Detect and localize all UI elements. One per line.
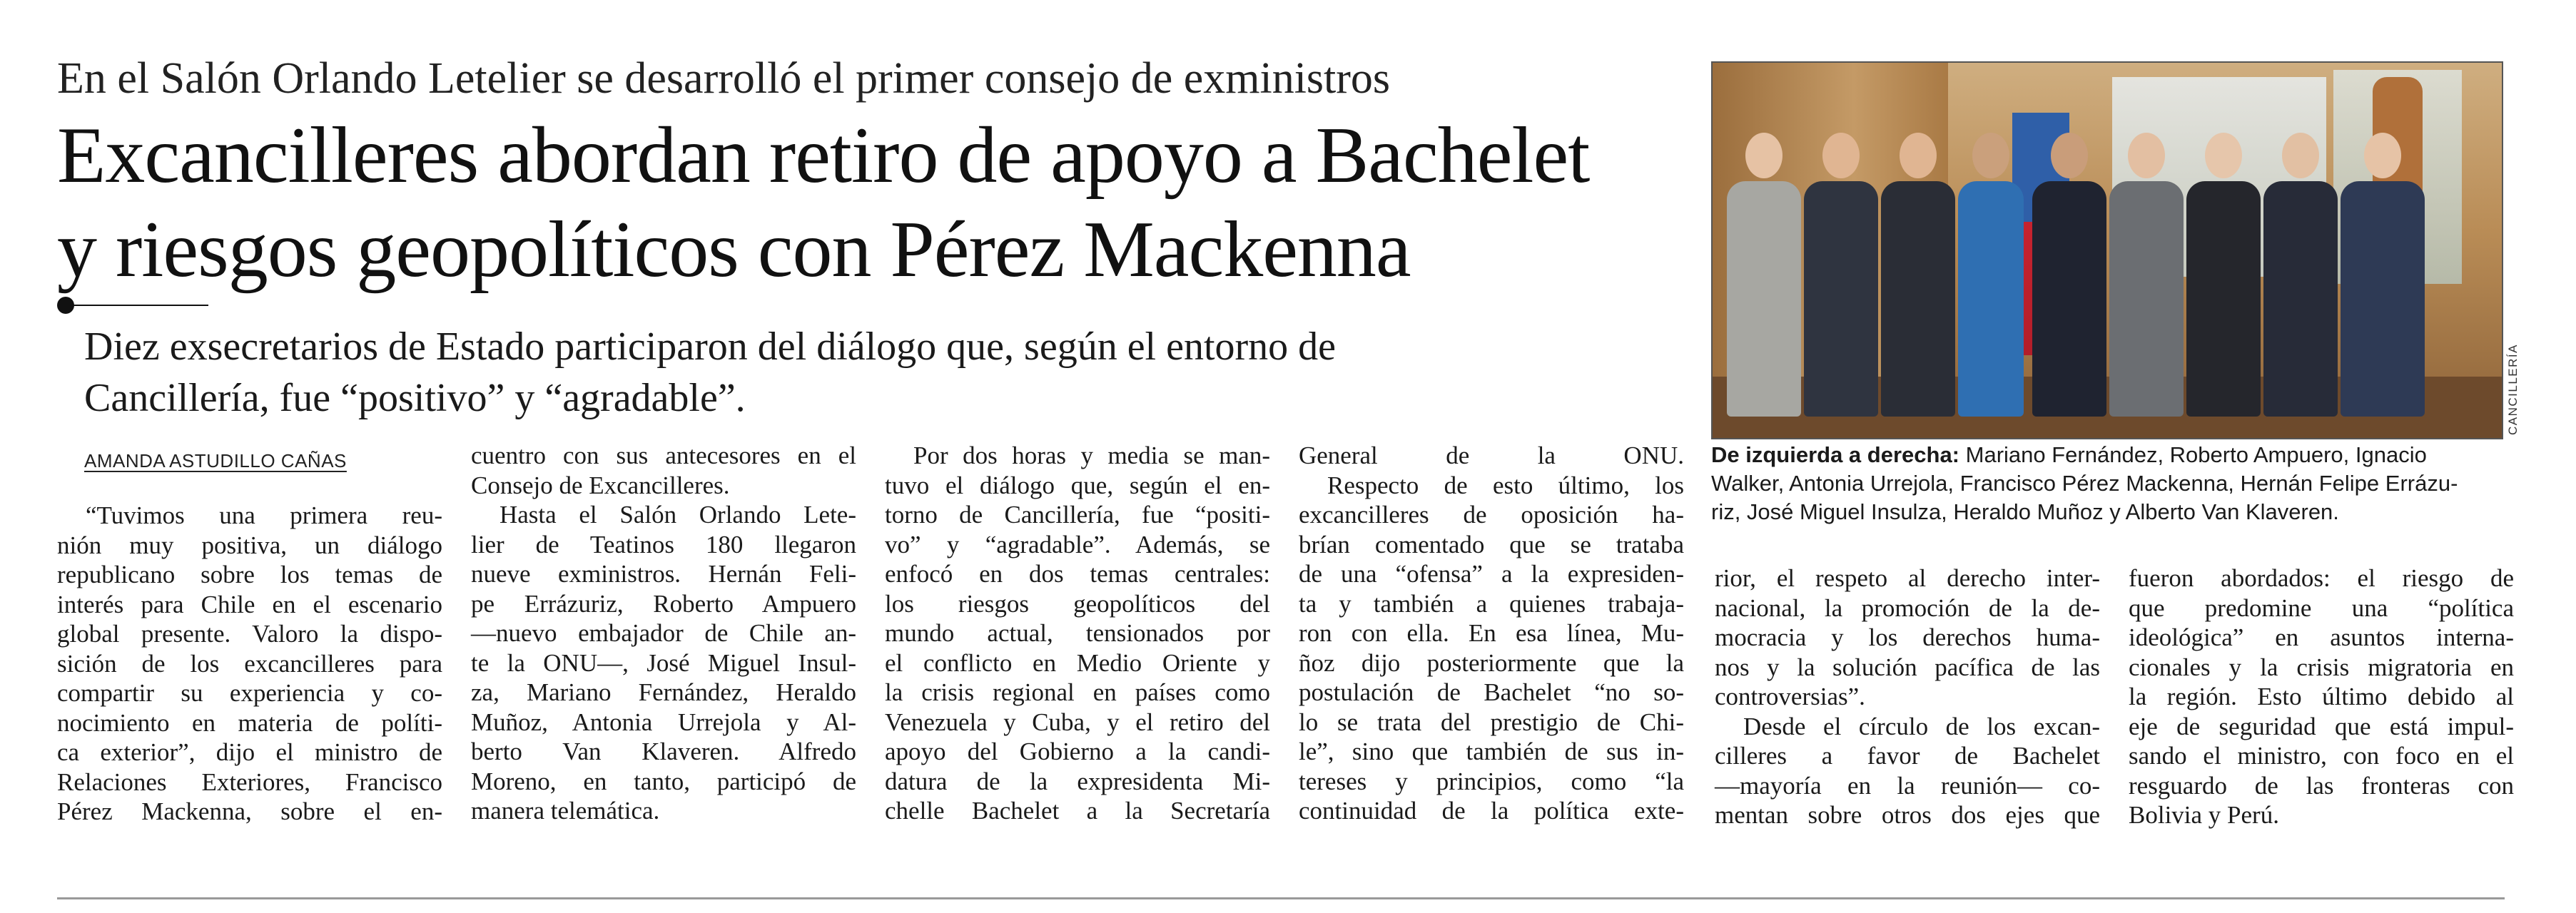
- body-column-6: [2129, 563, 2514, 830]
- body-column-2: [471, 441, 856, 826]
- text-line: republicano sobre los temas de: [57, 561, 442, 588]
- photo-person-7: [2186, 133, 2261, 417]
- text-line: nión muy positiva, un diálogo: [57, 531, 442, 559]
- deck-line-1: Diez exsecretarios de Estado participaron del diálogo que, según el entorno de: [84, 325, 1337, 369]
- text-line: torno de Cancillería, fue “positi-: [885, 501, 1270, 529]
- caption-line-1: [1711, 441, 2503, 469]
- photo-person-3: [1881, 133, 1955, 417]
- text-line: vo” y “agradable”. Además, se: [885, 530, 1270, 558]
- photo-person-8: [2263, 133, 2338, 417]
- text-line: sición de los excancilleres para: [57, 649, 442, 678]
- text-line: que predomine una “política: [2129, 593, 2514, 622]
- text-line: berto Van Klaveren. Alfredo: [471, 738, 856, 765]
- bottom-rule: [57, 897, 2505, 899]
- text-line: nos y la solución pacífica de las: [1715, 653, 2100, 681]
- headline-line-2: y riesgos geopolíticos con Pérez Mackenna: [57, 205, 1411, 294]
- article-kicker: En el Salón Orlando Letelier se desarrolló el primer consejo de exministros: [57, 54, 1391, 103]
- text-line: datura de la expresidenta Mi-: [885, 767, 1270, 795]
- text-line: Moreno, en tanto, participó de: [471, 767, 856, 795]
- body-column-5: [1715, 563, 2100, 830]
- text-line: nocimiento en materia de políti-: [57, 708, 442, 737]
- caption-line-3: riz, José Miguel Insulza, Heraldo Muñoz y Alberto Van Klaveren.: [1711, 499, 2339, 524]
- text-line: la región. Esto último debido al: [2129, 683, 2514, 710]
- text-line: ideológica” en asuntos interna-: [2129, 623, 2514, 651]
- text-line: nacional, la promoción de la de-: [1715, 593, 2100, 622]
- text-line: sando el ministro, con foco en el: [2129, 742, 2514, 770]
- text-line: compartir su experiencia y co-: [57, 679, 442, 707]
- text-line: Hasta el Salón Orlando Lete-: [500, 501, 856, 529]
- text-line: ñoz dijo posteriormente que la: [1299, 648, 1684, 677]
- text-line: continuidad de la política exte-: [1299, 797, 1684, 825]
- headline-line-1: Excancilleres abordan retiro de apoyo a Bachelet: [57, 111, 1590, 200]
- text-line: lo se trata del prestigio de Chi-: [1299, 708, 1684, 736]
- text-line: lier de Teatinos 180 llegaron: [471, 530, 856, 558]
- text-line: mundo actual, tensionados por: [885, 619, 1270, 647]
- group-photo: [1711, 61, 2503, 439]
- text-line: nueve exministros. Hernán Feli-: [471, 560, 856, 588]
- body-column-1: [57, 501, 442, 827]
- text-line: Venezuela y Cuba, y el retiro del: [885, 708, 1270, 736]
- text-line: —nuevo embajador de Chile an-: [471, 619, 856, 647]
- photo-caption: [1711, 441, 2503, 526]
- text-line: de una “ofensa” a la expresiden-: [1299, 560, 1684, 588]
- text-line: el conflicto en Medio Oriente y: [885, 648, 1270, 677]
- text-line: Bolivia y Perú.: [2129, 801, 2279, 829]
- text-line: ca exterior”, dijo el ministro de: [57, 738, 442, 766]
- text-line: postulación de Bachelet “no so-: [1299, 678, 1684, 706]
- text-line: Respecto de esto último, los: [1327, 471, 1684, 499]
- text-line: la crisis regional en países como: [885, 678, 1270, 706]
- body-column-4: [1299, 441, 1684, 826]
- text-line: te la ONU—, José Miguel Insul-: [471, 648, 856, 677]
- text-line: Relaciones Exteriores, Francisco: [57, 767, 442, 796]
- headline-rule-line: [66, 305, 208, 306]
- deck-line-2: Cancillería, fue “positivo” y “agradable”.: [84, 376, 746, 420]
- photo-person-9: [2341, 133, 2425, 417]
- text-line: Consejo de Excancilleres.: [471, 471, 730, 499]
- text-line: enfocó en dos temas centrales:: [885, 560, 1270, 588]
- text-line: Muñoz, Antonia Urrejola y Al-: [471, 708, 856, 736]
- text-line: eje de seguridad que está impul-: [2129, 712, 2514, 740]
- byline: AMANDA ASTUDILLO CAÑAS: [84, 450, 347, 471]
- article-headline: [57, 108, 1698, 297]
- text-line: Pérez Mackenna, sobre el en-: [57, 797, 442, 825]
- caption-label: De izquierda a derecha:: [1711, 442, 1960, 467]
- text-line: brían comentado que se trataba: [1299, 530, 1684, 558]
- text-line: global presente. Valoro la dispo-: [57, 620, 442, 648]
- text-line: manera telemática.: [471, 797, 660, 825]
- text-line: mocracia y los derechos huma-: [1715, 623, 2100, 651]
- text-line: interés para Chile en el escenario: [57, 590, 442, 618]
- text-line: mentan sobre otros dos ejes que: [1715, 801, 2100, 829]
- text-line: Por dos horas y media se man-: [913, 442, 1270, 469]
- text-line: rior, el respeto al derecho inter-: [1715, 564, 2100, 592]
- text-line: tereses y principios, como “la: [1299, 767, 1684, 795]
- text-line: Desde el círculo de los excan-: [1743, 712, 2100, 740]
- photo-credit: CANCILLERÍA: [2506, 344, 2520, 435]
- photo-person-1: [1727, 133, 1801, 417]
- text-line: “Tuvimos una primera reu-: [86, 501, 442, 529]
- article-deck: [84, 321, 1683, 424]
- photo-person-6: [2109, 133, 2184, 417]
- text-line: los riesgos geopolíticos del: [885, 589, 1270, 618]
- photo-person-5: [2032, 133, 2106, 417]
- text-line: General de la ONU.: [1299, 442, 1684, 469]
- photo-person-2: [1804, 133, 1878, 417]
- text-line: le”, sino que también de sus in-: [1299, 738, 1684, 765]
- caption-line-2: Walker, Antonia Urrejola, Francisco Pérez Mackenna, Hernán Felipe Errázu-: [1711, 471, 2458, 496]
- text-line: controversias”.: [1715, 683, 1865, 710]
- text-line: cuentro con sus antecesores en el: [471, 442, 856, 469]
- text-line: —mayoría en la reunión— co-: [1715, 771, 2100, 800]
- text-line: chelle Bachelet a la Secretaría: [885, 797, 1270, 825]
- text-line: pe Errázuriz, Roberto Ampuero: [471, 589, 856, 618]
- text-line: ron con ella. En esa línea, Mu-: [1299, 619, 1684, 647]
- text-line: resguardo de las fronteras con: [2129, 771, 2514, 800]
- photo-person-4: [1958, 133, 2024, 417]
- text-line: apoyo del Gobierno a la candi-: [885, 738, 1270, 765]
- text-line: excancilleres de oposición ha-: [1299, 501, 1684, 529]
- text-line: cilleres a favor de Bachelet: [1715, 742, 2100, 770]
- caption-text-1: Mariano Fernández, Roberto Ampuero, Ignacio: [1959, 442, 2427, 467]
- text-line: za, Mariano Fernández, Heraldo: [471, 678, 856, 706]
- text-line: fueron abordados: el riesgo de: [2129, 564, 2514, 592]
- body-column-3: [885, 441, 1270, 826]
- text-line: cionales y la crisis migratoria en: [2129, 653, 2514, 681]
- text-line: tuvo el diálogo que, según el en-: [885, 471, 1270, 499]
- text-line: ta y también a quienes trabaja-: [1299, 589, 1684, 618]
